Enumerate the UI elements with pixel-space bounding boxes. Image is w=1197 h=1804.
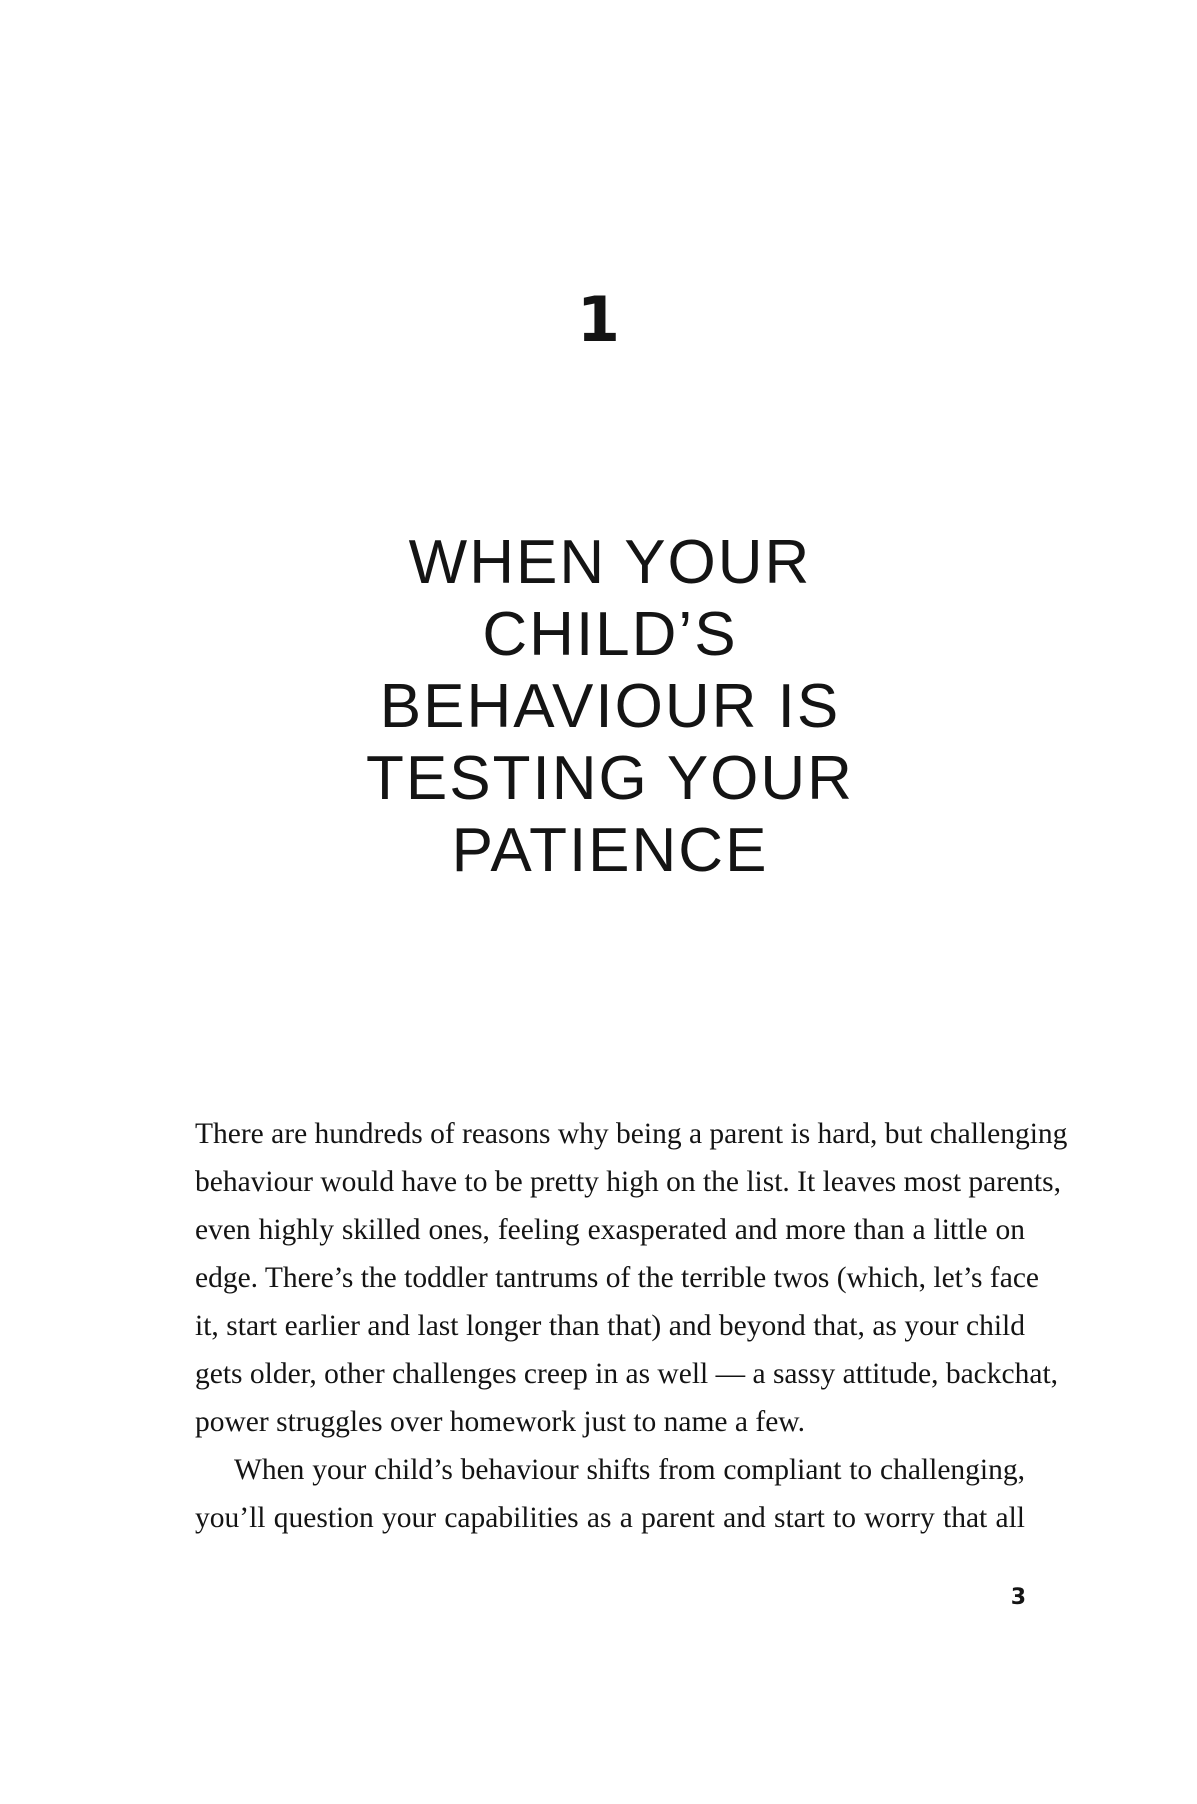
text-line: you’ll question your capabilities as a parent and start to worry that all [195, 1502, 1025, 1534]
text-line: behaviour would have to be pretty high on the list. It leaves most parents, [195, 1166, 1061, 1198]
body-text [195, 1110, 1068, 1542]
paragraph-2 [195, 1446, 1025, 1542]
chapter-title-line: BEHAVIOUR IS [379, 672, 841, 741]
chapter-title-line: TESTING YOUR [366, 744, 854, 813]
text-line: There are hundreds of reasons why being a parent is hard, but challenging [195, 1118, 1068, 1150]
page-number: 3 [1010, 1585, 1026, 1610]
text-line: even highly skilled ones, feeling exasperated and more than a little on [195, 1214, 1025, 1246]
chapter-title-line: WHEN YOUR [408, 528, 812, 597]
text-line: edge. There’s the toddler tantrums of the terrible twos (which, let’s face [195, 1262, 1040, 1294]
paragraph-1 [195, 1110, 1068, 1446]
text-line: it, start earlier and last longer than that) and beyond that, as your child [195, 1310, 1025, 1342]
chapter-title [200, 527, 1020, 887]
chapter-title-line: CHILD’S [482, 600, 738, 669]
text-line: When your child’s behaviour shifts from compliant to challenging, [234, 1454, 1025, 1486]
chapter-number: 1 [576, 283, 621, 356]
chapter-title-line: PATIENCE [451, 816, 769, 885]
text-line: power struggles over homework just to name a few. [195, 1406, 806, 1438]
text-line: gets older, other challenges creep in as well — a sassy attitude, backchat, [195, 1358, 1059, 1390]
